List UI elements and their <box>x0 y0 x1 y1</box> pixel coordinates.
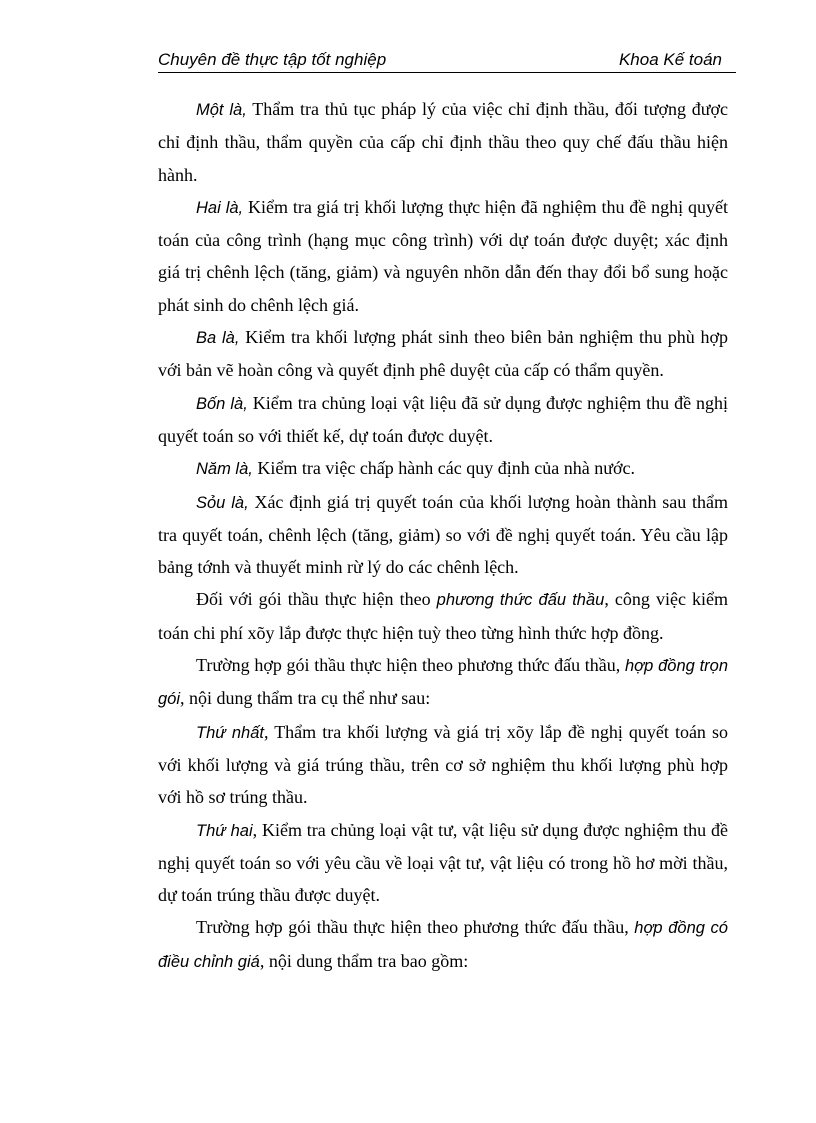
paragraph-1 <box>158 93 728 191</box>
paragraph-text: Thẩm tra thủ tục pháp lý của việc chỉ định thầu, đối tượng được chỉ định thầu, thẩm quyền của cấp chỉ định thầu theo quy chế đấu thầu hiện hành. <box>158 99 728 185</box>
paragraph-11 <box>158 911 728 978</box>
page-header <box>158 48 736 73</box>
paragraph-text: , nội dung thẩm tra cụ thể như sau: <box>180 688 431 709</box>
paragraph-lead: Năm là, <box>196 460 253 479</box>
paragraph-text: Kiểm tra khối lượng phát sinh theo biên bản nghiệm thu phù hợp với bản vẽ hoàn công và quyết định phê duyệt của cấp có thẩm quyền. <box>158 327 728 381</box>
paragraph-3 <box>158 321 728 387</box>
paragraph-lead: Hai là, <box>196 198 244 217</box>
paragraph-lead: Một là, <box>196 101 247 119</box>
paragraph-9 <box>158 716 728 814</box>
paragraph-4 <box>158 387 728 453</box>
paragraph-text: , Kiểm tra chủng loại vật tư, vật liệu sử dụng được nghiệm thu đề nghị quyết toán so với yêu cầu về loại vật tư, vật liệu có trong hồ hơ mời thầu, dự toán trúng thầu được duyệt. <box>158 819 728 906</box>
paragraph-text: , công việc kiểm toán chi phí xõy lắp được thực hiện tuỳ theo từng hình thức hợp đồng. <box>158 589 728 643</box>
paragraph-text: Đối với gói thầu thực hiện theo <box>196 589 437 610</box>
paragraph-5 <box>158 452 728 485</box>
header-right-title: Khoa Kế toán <box>618 50 722 69</box>
paragraph-emphasis: hợp đồng có điều chỉnh giá <box>158 919 728 971</box>
paragraph-10 <box>158 814 728 912</box>
paragraph-text: Trường hợp gói thầu thực hiện theo phương thức đấu thầu, <box>196 655 625 676</box>
paragraph-text: , nội dung thẩm tra bao gồm: <box>259 950 469 971</box>
header-left-title: Chuyên đề thực tập tốt nghiệp <box>158 50 387 69</box>
paragraph-lead: Bốn là, <box>196 394 248 413</box>
paragraph-lead: Sỏu là, <box>196 493 249 512</box>
paragraph-lead: Thứ hai <box>196 821 253 840</box>
paragraph-emphasis: phương thức đấu thầu <box>436 591 605 610</box>
paragraph-7 <box>158 583 728 649</box>
paragraph-2 <box>158 191 728 321</box>
paragraph-8 <box>158 649 728 716</box>
paragraph-text: Trường hợp gói thầu thực hiện theo phương thức đấu thầu, <box>196 917 635 938</box>
paragraph-6 <box>158 486 728 584</box>
document-body <box>158 93 728 978</box>
paragraph-lead: Ba là, <box>196 329 240 348</box>
paragraph-text: Kiểm tra chủng loại vật liệu đã sử dụng được nghiệm thu đề nghị quyết toán so với thiết kế, dự toán được duyệt. <box>158 392 729 446</box>
paragraph-lead: Thứ nhất <box>196 723 264 742</box>
paragraph-text: Xác định giá trị quyết toán của khối lượng hoàn thành sau thẩm tra quyết toán, chênh lệch (tăng, giảm) so với đề nghị quyết toán. Yêu cầu lập bảng tớnh và thuyết minh rừ lý do các chênh lệch. <box>158 491 728 578</box>
paragraph-text: , Thẩm tra khối lượng và giá trị xõy lắp đề nghị quyết toán so với khối lượng và giá trúng thầu, trên cơ sở nghiệm thu khối lượng phù hợp với hồ sơ trúng thầu. <box>158 721 728 808</box>
paragraph-text: Kiểm tra việc chấp hành các quy định của nhà nước. <box>252 458 635 479</box>
paragraph-text: Kiểm tra giá trị khối lượng thực hiện đã nghiệm thu đề nghị quyết toán của công trình (hạng mục công trình) với dự toán được duyệt; xác định giá trị chênh lệch (tăng, giảm) và nguyên nhõn dẫn đến thay đổi bổ sung hoặc phát sinh do chênh lệch giá. <box>158 196 728 315</box>
paragraph-emphasis: hợp đồng trọn gói <box>158 657 729 709</box>
